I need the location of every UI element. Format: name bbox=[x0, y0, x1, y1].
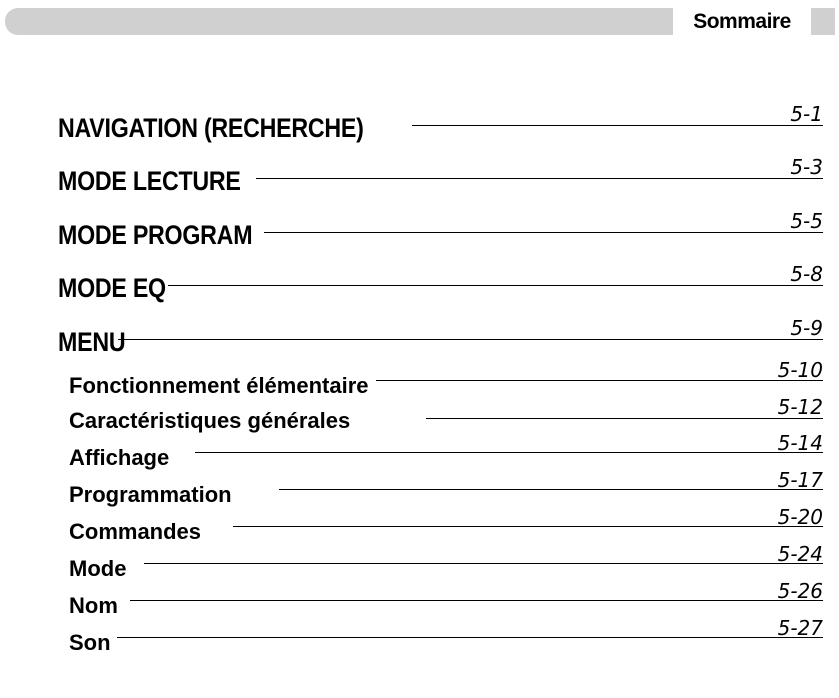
toc-entry-title: Programmation bbox=[69, 482, 232, 507]
toc-entry[interactable] bbox=[69, 505, 823, 544]
toc-entry-title: Commandes bbox=[69, 519, 202, 544]
toc-entry-page: 5-26 bbox=[777, 579, 823, 603]
toc-entry[interactable] bbox=[69, 542, 823, 581]
toc-entry[interactable] bbox=[69, 579, 823, 618]
toc-entry[interactable] bbox=[58, 264, 823, 302]
toc-entry-leader bbox=[168, 285, 823, 286]
toc-entry-leader bbox=[117, 637, 823, 638]
toc-entry-title: NAVIGATION (RECHERCHE) bbox=[58, 113, 364, 143]
toc-entry-leader bbox=[376, 380, 823, 381]
toc-entry-leader bbox=[118, 339, 823, 340]
toc-entry[interactable] bbox=[58, 211, 823, 249]
header-title: Sommaire bbox=[673, 6, 811, 37]
toc-entry[interactable] bbox=[69, 431, 823, 470]
toc-entry-title: Nom bbox=[69, 593, 118, 618]
toc-entry-leader bbox=[412, 125, 823, 126]
toc-entry-leader bbox=[256, 178, 823, 179]
toc-entry[interactable] bbox=[69, 468, 823, 507]
toc-entry-page: 5-1 bbox=[790, 102, 823, 126]
toc-entry-leader bbox=[195, 452, 823, 453]
toc-entry-leader bbox=[264, 232, 823, 233]
toc-entry-title: MENU bbox=[58, 327, 126, 357]
toc-entry-page: 5-9 bbox=[790, 316, 823, 340]
toc-entry-page: 5-24 bbox=[777, 542, 823, 566]
toc-entry-title: Caractéristiques générales bbox=[69, 408, 351, 433]
toc-entry-title: MODE EQ bbox=[58, 273, 166, 303]
toc-entry-page: 5-27 bbox=[777, 616, 823, 640]
toc-entry[interactable] bbox=[69, 358, 823, 398]
toc-entry-title: Affichage bbox=[69, 445, 170, 470]
toc-entry-title: Fonctionnement élémentaire bbox=[69, 373, 369, 398]
toc-entry-leader bbox=[279, 489, 823, 490]
toc-entry[interactable] bbox=[69, 616, 823, 655]
toc-entry-page: 5-20 bbox=[777, 505, 823, 529]
toc-entry-title: Mode bbox=[69, 556, 127, 581]
toc-entry[interactable] bbox=[69, 397, 823, 432]
toc-entry-page: 5-3 bbox=[790, 155, 823, 179]
toc-entry-page: 5-14 bbox=[777, 431, 823, 455]
toc-entry-page: 5-17 bbox=[777, 468, 823, 492]
toc-entry-title: Son bbox=[69, 630, 111, 655]
toc-entry-leader bbox=[233, 526, 823, 527]
toc-entry-leader bbox=[130, 600, 823, 601]
toc-entry-page: 5-10 bbox=[777, 358, 823, 382]
toc-entry-leader bbox=[426, 418, 823, 419]
toc-entry-title: MODE LECTURE bbox=[58, 166, 241, 196]
toc-entry-page: 5-12 bbox=[777, 395, 823, 419]
toc-entry[interactable] bbox=[58, 318, 823, 356]
toc-entry-title: MODE PROGRAM bbox=[58, 220, 253, 250]
toc-entry-page: 5-8 bbox=[790, 262, 823, 286]
toc-entry-leader bbox=[144, 563, 823, 564]
toc-entry[interactable] bbox=[58, 157, 823, 195]
toc-entry[interactable] bbox=[58, 104, 823, 142]
toc-entry-page: 5-5 bbox=[790, 209, 823, 233]
